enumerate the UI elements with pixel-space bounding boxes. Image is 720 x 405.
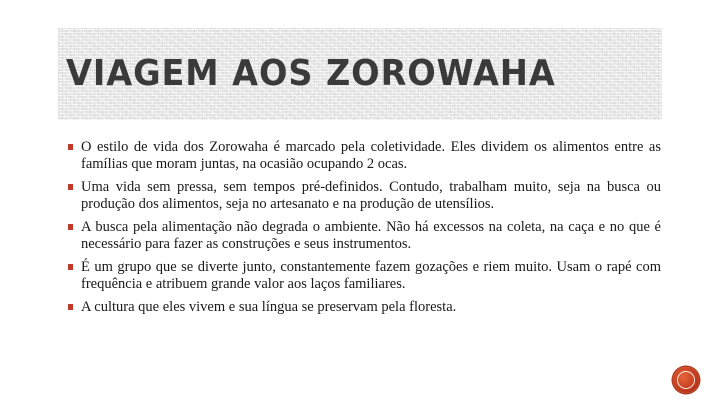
square-bullet-icon [68,184,73,190]
circular-logo-icon [673,367,699,393]
bullet-item [68,259,661,293]
bullet-item [68,179,661,213]
bullet-text: A cultura que eles vivem e sua língua se preservam pela floresta. [81,299,457,315]
bullet-text: É um grupo que se diverte junto, constantemente fazem gozações e riem muito. Usam o rapé com frequência e atribuem grande valor aos laços familiares. [81,259,661,292]
bullet-item [68,299,661,316]
square-bullet-icon [68,304,73,310]
logo-ring [677,371,695,389]
square-bullet-icon [68,224,73,230]
bullet-item [68,219,661,253]
bullet-text: Uma vida sem pressa, sem tempos pré-definidos. Contudo, trabalham muito, seja na busca ou produção dos alimentos, seja no artesanato e na produção de utensílios. [81,179,661,212]
square-bullet-icon [68,144,73,150]
square-bullet-icon [68,264,73,270]
bullet-text: O estilo de vida dos Zorowaha é marcado pela coletividade. Eles dividem os alimentos entre as famílias que moram juntas, na ocasião ocupando 2 ocas. [81,139,661,172]
bullet-text: A busca pela alimentação não degrada o ambiente. Não há excessos na coleta, na caça e no que é necessário para fazer as construções e seus instrumentos. [81,219,661,252]
bullet-item [68,139,661,173]
slide-title: VIAGEM AOS ZOROWAHA [66,53,556,94]
slide-content [68,139,661,322]
bullet-list [68,139,661,316]
